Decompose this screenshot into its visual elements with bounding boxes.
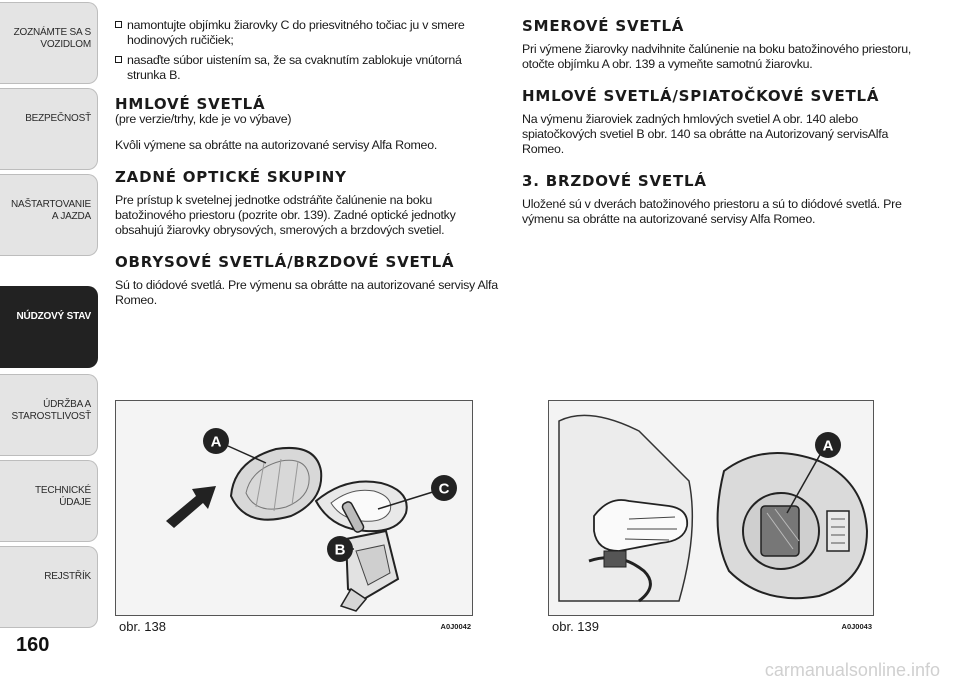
section-heading: ZADNÉ OPTICKÉ SKUPINY: [115, 168, 347, 186]
tab-label: NÚDZOVÝ STAV: [16, 311, 91, 322]
list-item-text: namontujte objímku žiarovky C do priesvitného točiac ju v smere hodinových ručičiek;: [127, 18, 465, 47]
watermark: carmanualsonline.info: [764, 660, 940, 680]
label-a: A: [822, 437, 834, 455]
right-column: [522, 18, 917, 227]
figure-illustration: [115, 400, 473, 616]
section-heading: SMEROVÉ SVETLÁ: [522, 17, 685, 35]
section-body: Uložené sú v dverách batožinového priestoru a sú to diódové svetlá. Pre výmenu sa obrátte na autorizované servisy Alfa Romeo.: [522, 197, 902, 226]
figure-code: A0J0042: [440, 622, 471, 631]
section-heading: 3. BRZDOVÉ SVETLÁ: [522, 172, 707, 190]
figure-caption: obr. 139: [552, 619, 599, 634]
tab-label: ÚDRŽBA A STAROSTLIVOSŤ: [11, 399, 91, 422]
label-a-icon: [815, 432, 841, 458]
trunk-lining-illustration: [549, 401, 874, 616]
figure-caption: obr. 138: [119, 619, 166, 634]
section-body: Pre prístup k svetelnej jednotke odstráňte čalúnenie na boku batožinového priestoru (pozrite obr. 139). Zadné optické jednotky obsahujú žiarovky obrysových, smerových a brzdových svetiel.: [115, 193, 456, 237]
bulb-holder-illustration: [116, 401, 473, 616]
tab-rejstrik[interactable]: [0, 546, 98, 628]
tab-label: REJSTŘÍK: [44, 571, 91, 582]
figure-code: A0J0043: [841, 622, 872, 631]
section-heading: HMLOVÉ SVETLÁ/SPIATOČKOVÉ SVETLÁ: [522, 87, 880, 105]
list-item: [115, 53, 500, 83]
tab-technicke-udaje[interactable]: [0, 460, 98, 542]
tab-nastartovanie-a-jazda[interactable]: [0, 174, 98, 256]
section-body: Pri výmene žiarovky nadvihnite čalúnenie na boku batožinového priestoru, otočte objímku A obr. 139 a vymeňte samotnú žiarovku.: [522, 42, 912, 71]
figure-139: [548, 400, 874, 638]
tab-label: BEZPEČNOSŤ: [25, 113, 91, 124]
tab-label: ZOZNÁMTE SA S VOZIDLOM: [13, 27, 91, 50]
section-subtitle: (pre verzie/trhy, kde je vo výbave): [115, 112, 292, 126]
section-body: Sú to diódové svetlá. Pre výmenu sa obrátte na autorizované servisy Alfa Romeo.: [115, 278, 498, 307]
section-heading: HMLOVÉ SVETLÁ: [115, 95, 266, 113]
figure-138: [115, 400, 473, 638]
label-c-icon: [431, 475, 457, 501]
section-body: Kvôli výmene sa obrátte na autorizované servisy Alfa Romeo.: [115, 138, 438, 152]
label-c: C: [438, 480, 450, 498]
page-number: 160: [16, 634, 50, 656]
tab-udrzba-a-starostlivost[interactable]: [0, 374, 98, 456]
checkbox-bullet-icon: [115, 21, 122, 28]
section-body: Na výmenu žiaroviek zadných hmlových svetiel A obr. 140 alebo spiatočkových svetiel B obr. 140 sa obrátte na Autorizovaný servisAlfa Romeo.: [522, 112, 889, 156]
tab-zoznamte-sa-s-vozidlom[interactable]: [0, 2, 98, 84]
tab-label: TECHNICKÉ ÚDAJE: [35, 485, 91, 508]
tab-label: NAŠTARTOVANIE A JAZDA: [10, 199, 91, 222]
list-item: [115, 18, 500, 48]
left-column: [115, 18, 500, 308]
label-b-icon: [327, 536, 353, 562]
tab-nudzovy-stav[interactable]: [0, 286, 98, 368]
figure-illustration: [548, 400, 874, 616]
instruction-list: [115, 18, 500, 83]
chapter-tabs: [0, 0, 100, 640]
section-heading: OBRYSOVÉ SVETLÁ/BRZDOVÉ SVETLÁ: [115, 253, 455, 271]
label-a-icon: [203, 428, 229, 454]
label-a: A: [210, 433, 222, 451]
checkbox-bullet-icon: [115, 56, 122, 63]
list-item-text: nasaďte súbor uistením sa, že sa cvaknutím zablokuje vnútorná strunka B.: [127, 53, 462, 82]
label-b: B: [334, 541, 346, 559]
tab-bezpecnost[interactable]: [0, 88, 98, 170]
